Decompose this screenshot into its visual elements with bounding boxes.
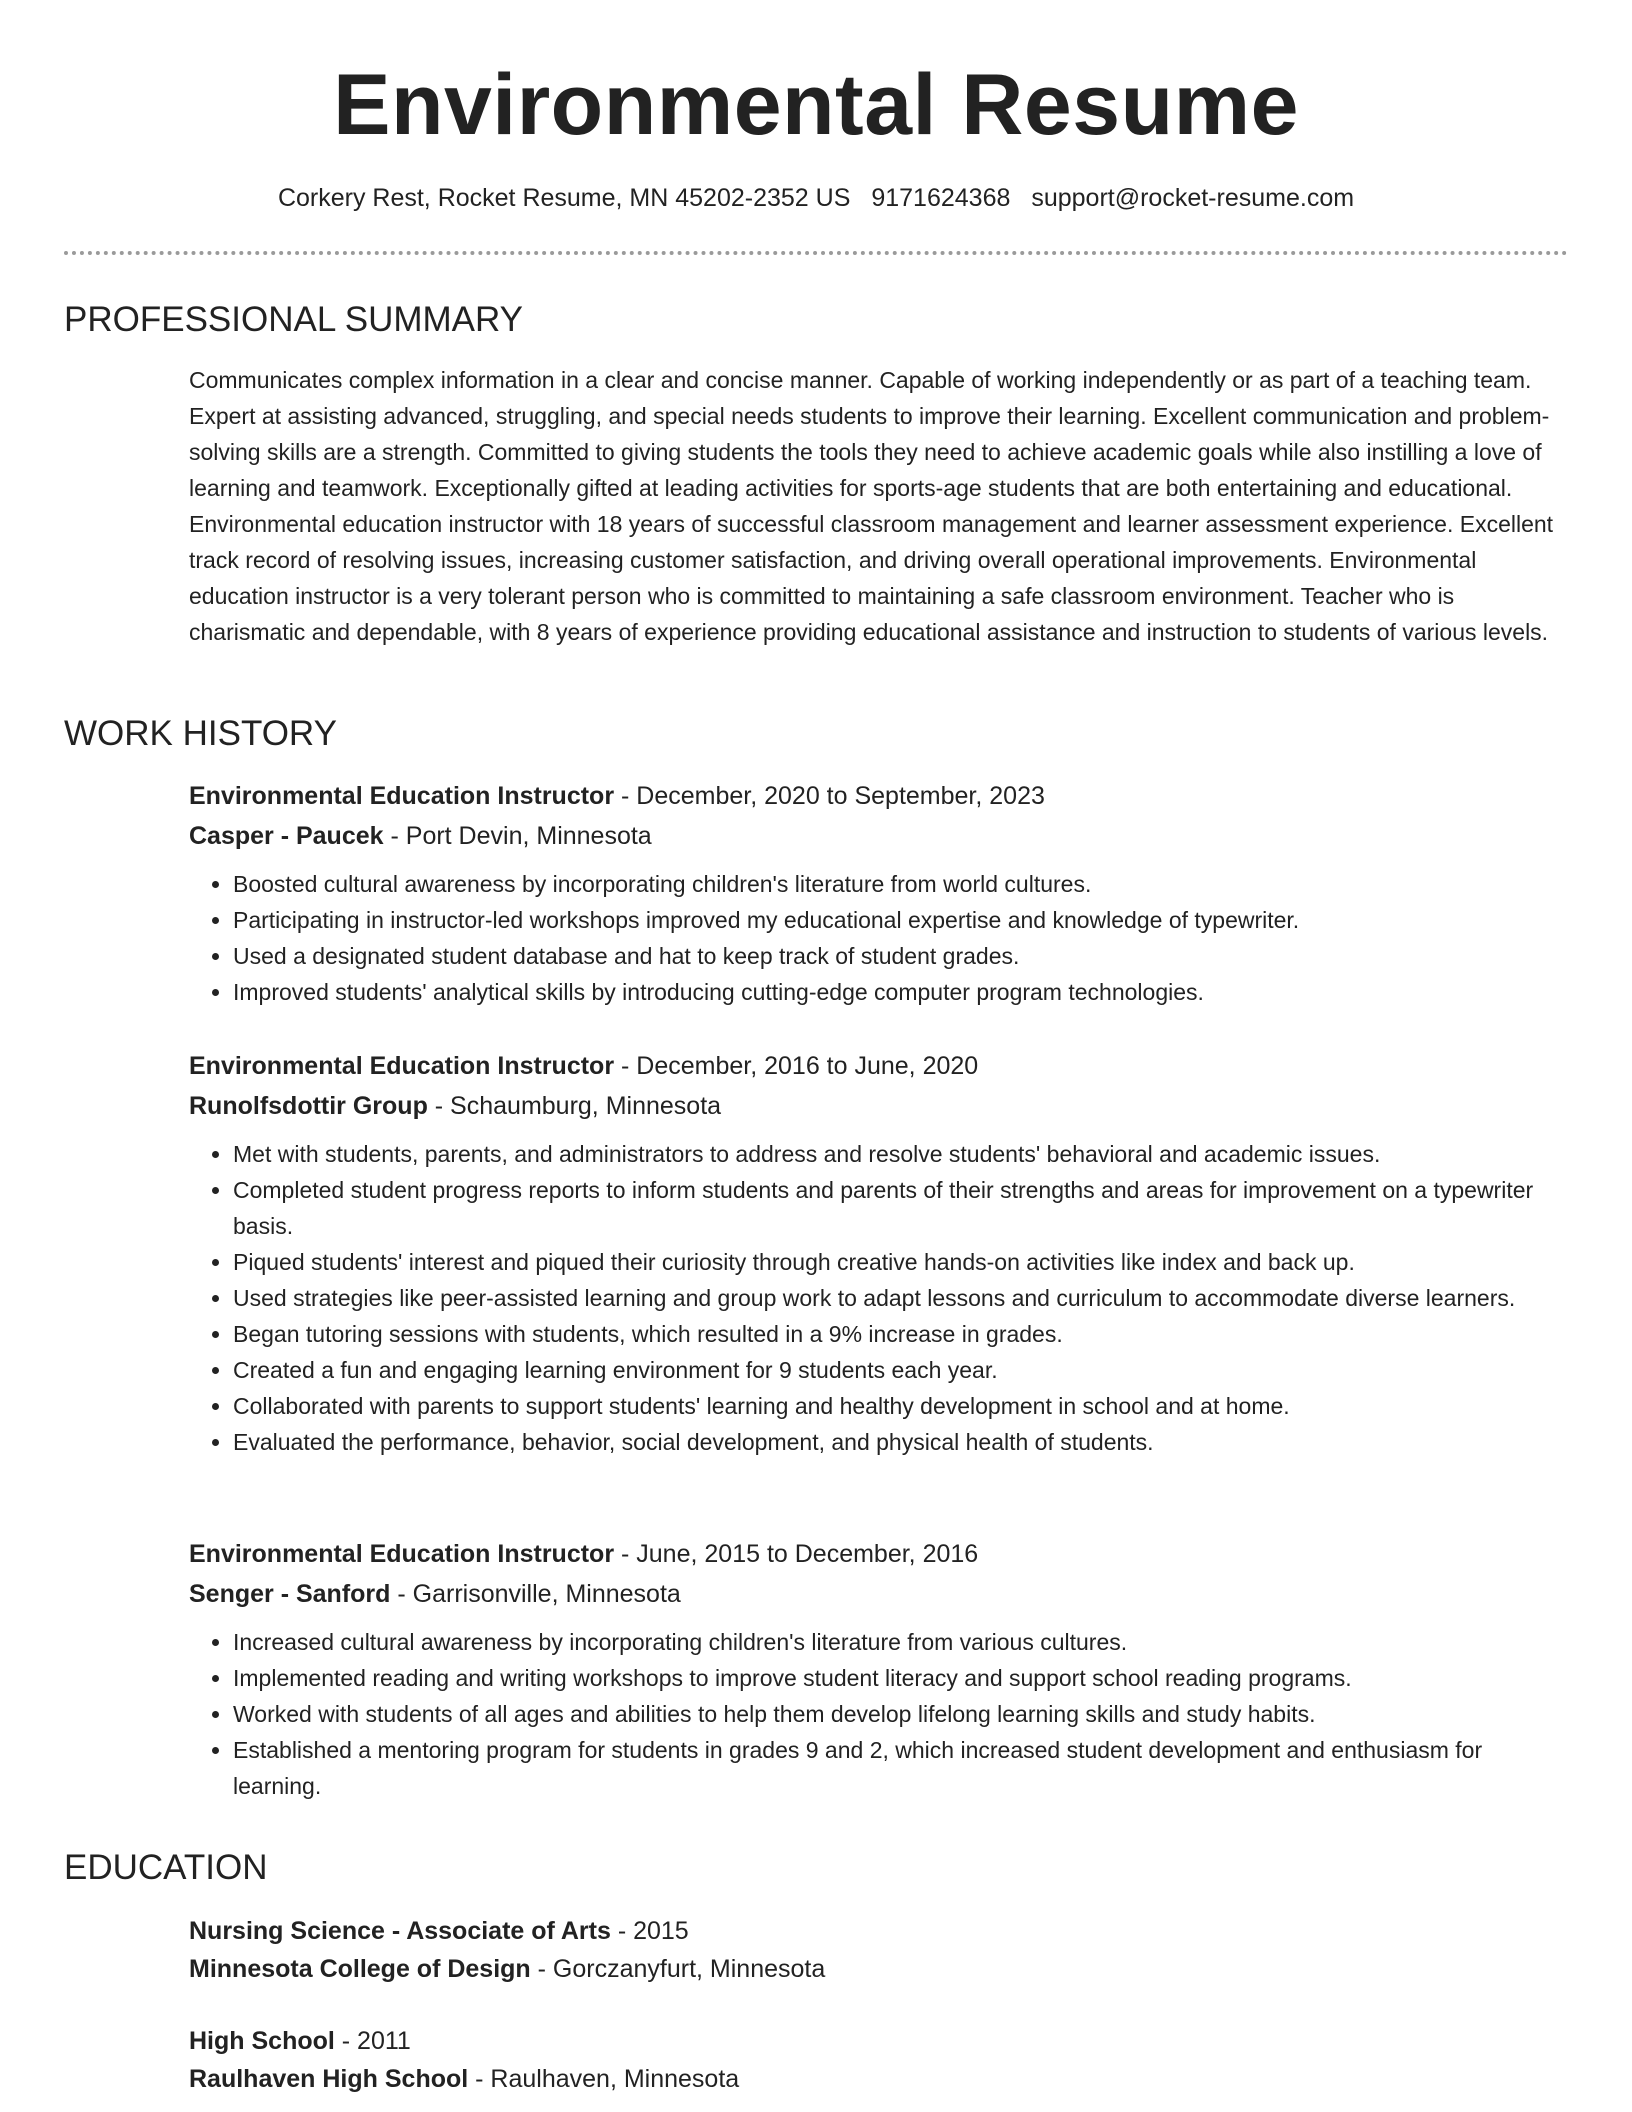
job-dates: - December, 2016 to June, 2020 [614,1052,979,1080]
job-bullet: • Collaborated with parents to support students' learning and healthy development in school and at home. [233,1388,1569,1424]
education-year: - 2011 [334,2027,411,2055]
summary-body [189,362,1559,650]
contact-address: Corkery Rest, Rocket Resume, MN 45202-2352 US [277,184,851,212]
work-heading: WORK HISTORY [64,714,337,753]
job-title-line [189,1046,1569,1086]
education-heading: EDUCATION [64,1848,268,1887]
job-company-line [189,816,1569,856]
job-bullet: • Created a fun and engaging learning environment for 9 students each year. [233,1352,1569,1388]
contact-phone: 9171624368 [871,184,1011,212]
job-title: Environmental Education Instructor [189,782,615,810]
education-degree: Nursing Science - Associate of Arts [189,1917,611,1945]
job-bullet: • Used a designated student database and hat to keep track of student grades. [233,938,1569,974]
job-bullets [189,1624,1569,1804]
job-bullet: • Completed student progress reports to inform students and parents of their strengths and areas for improvement on a typewriter basis. [233,1172,1569,1244]
job-title: Environmental Education Instructor [189,1540,615,1568]
job-location: - Garrisonville, Minnesota [390,1580,681,1608]
job-entry [189,1534,1569,1804]
job-bullets [189,866,1569,1010]
job-location: - Schaumburg, Minnesota [427,1092,722,1120]
work-section [64,712,1568,756]
job-bullet: • Began tutoring sessions with students, which resulted in a 9% increase in grades. [233,1316,1569,1352]
education-degree-line [189,2022,1569,2060]
education-location: - Gorczanyfurt, Minnesota [530,1955,826,1983]
education-school-line [189,2060,1569,2098]
contact-line [0,180,1632,216]
job-company-line [189,1574,1569,1614]
job-bullet: • Evaluated the performance, behavior, social development, and physical health of students. [233,1424,1569,1460]
contact-email: support@rocket-resume.com [1031,184,1355,212]
job-location: - Port Devin, Minnesota [383,822,652,850]
job-bullet: • Established a mentoring program for students in grades 9 and 2, which increased student development and enthusiasm for learning. [233,1732,1569,1804]
job-bullet: • Piqued students' interest and piqued their curiosity through creative hands-on activities like index and back up. [233,1244,1569,1280]
education-degree: High School [189,2027,335,2055]
education-year: - 2015 [610,1917,689,1945]
job-title-line [189,776,1569,816]
job-dates: - June, 2015 to December, 2016 [614,1540,979,1568]
education-location: - Raulhaven, Minnesota [468,2065,740,2093]
job-company: Senger - Sanford [189,1580,391,1608]
education-school: Raulhaven High School [189,2065,469,2093]
education-section [64,1846,1568,1890]
summary-text: Communicates complex information in a clear and concise manner. Capable of working independently or as part of a teaching team. Expert at assisting advanced, struggling, and special needs students to improve their learning. Excellent communication and problem-solving skills are a strength. Committed to giving students the tools they need to achieve academic goals while also instilling a love of learning and teamwork. Exceptionally gifted at leading activities for sports-age students that are both entertaining and educational. Environmental education instructor with 18 years of successful classroom management and learner assessment experience. Excellent track record of resolving issues, increasing customer satisfaction, and driving overall operational improvements. Environmental education instructor is a very tolerant person who is committed to maintaining a safe classroom environment. Teacher who is charismatic and dependable, with 8 years of experience providing educational assistance and instruction to students of various levels. [189,367,1554,645]
education-school: Minnesota College of Design [189,1955,531,1983]
job-bullet: • Improved students' analytical skills by introducing cutting-edge computer program technologies. [233,974,1569,1010]
job-bullet: • Boosted cultural awareness by incorporating children's literature from world cultures. [233,866,1569,902]
job-company: Casper - Paucek [189,822,384,850]
job-bullet: • Worked with students of all ages and abilities to help them develop lifelong learning skills and study habits. [233,1696,1569,1732]
education-entry [189,2022,1569,2098]
resume-title: Environmental Resume [333,57,1299,153]
job-bullet: • Met with students, parents, and administrators to address and resolve students' behavioral and academic issues. [233,1136,1569,1172]
job-title-line [189,1534,1569,1574]
job-entry [189,1046,1569,1460]
header-divider [64,251,1568,255]
job-bullets [189,1136,1569,1460]
education-school-line [189,1950,1569,1988]
job-title: Environmental Education Instructor [189,1052,615,1080]
job-dates: - December, 2020 to September, 2023 [614,782,1045,810]
summary-heading: PROFESSIONAL SUMMARY [64,300,523,339]
education-entry [189,1912,1569,1988]
job-entry [189,776,1569,1010]
job-company-line [189,1086,1569,1126]
job-bullet: • Implemented reading and writing workshops to improve student literacy and support school reading programs. [233,1660,1569,1696]
education-degree-line [189,1912,1569,1950]
job-bullet: • Participating in instructor-led workshops improved my educational expertise and knowledge of typewriter. [233,902,1569,938]
job-bullet: • Used strategies like peer-assisted learning and group work to adapt lessons and curriculum to accommodate diverse learners. [233,1280,1569,1316]
job-company: Runolfsdottir Group [189,1092,428,1120]
summary-section [64,298,1568,342]
job-bullet: • Increased cultural awareness by incorporating children's literature from various cultures. [233,1624,1569,1660]
